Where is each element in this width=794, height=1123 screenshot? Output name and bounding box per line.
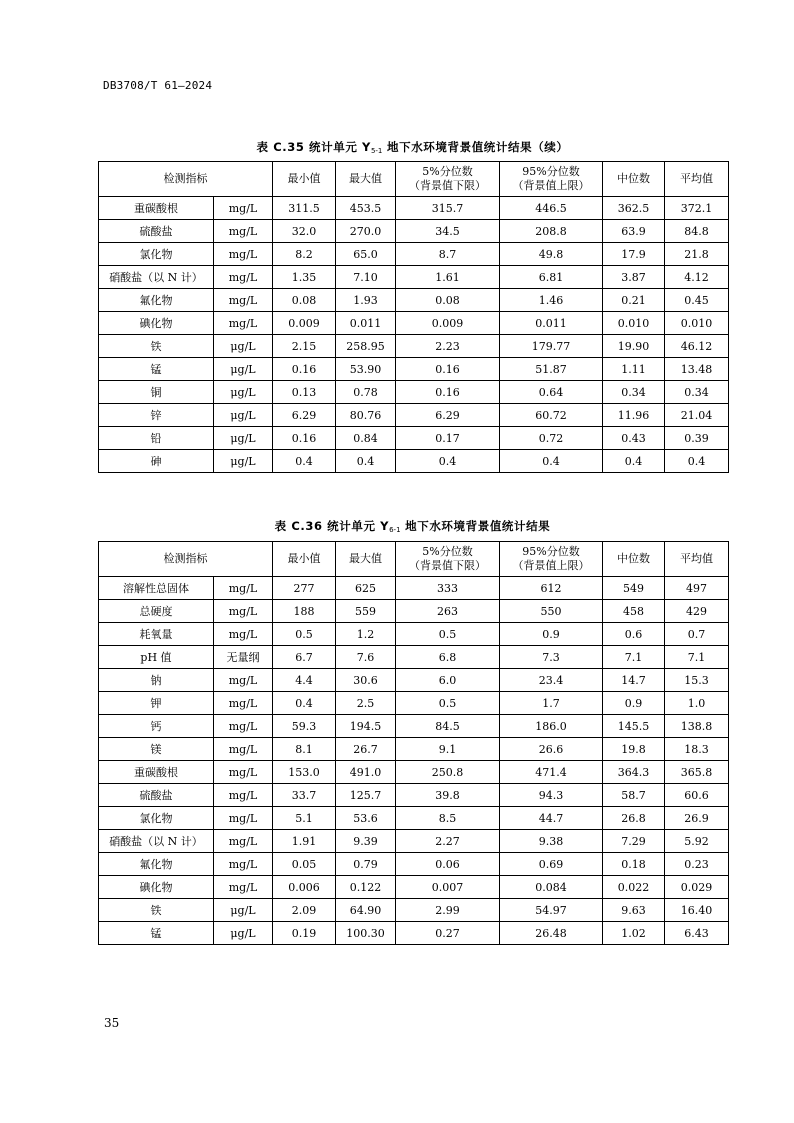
cell-mean: 18.3 [665, 738, 729, 761]
cell-p95: 208.8 [500, 220, 603, 243]
table-row [99, 577, 729, 600]
cell-mean: 5.92 [665, 830, 729, 853]
cell-min: 0.19 [273, 922, 336, 945]
cell-indicator: 锰 [99, 358, 214, 381]
cell-p95: 49.8 [500, 243, 603, 266]
cell-p5: 0.009 [396, 312, 500, 335]
cell-median: 7.1 [603, 646, 665, 669]
cell-p5: 8.7 [396, 243, 500, 266]
cell-max: 0.78 [336, 381, 396, 404]
cell-min: 0.4 [273, 450, 336, 473]
table-row [99, 266, 729, 289]
header-mean: 平均值 [665, 542, 729, 577]
cell-mean: 429 [665, 600, 729, 623]
cell-median: 11.96 [603, 404, 665, 427]
cell-max: 2.5 [336, 692, 396, 715]
cell-max: 0.84 [336, 427, 396, 450]
statistics-table-c35 [98, 161, 729, 473]
table-row [99, 669, 729, 692]
table-row [99, 220, 729, 243]
cell-indicator: 钾 [99, 692, 214, 715]
cell-p5: 333 [396, 577, 500, 600]
header-median: 中位数 [603, 542, 665, 577]
header-mean: 平均值 [665, 162, 729, 197]
cell-max: 53.6 [336, 807, 396, 830]
cell-mean: 0.029 [665, 876, 729, 899]
cell-min: 32.0 [273, 220, 336, 243]
cell-max: 1.2 [336, 623, 396, 646]
table-row [99, 646, 729, 669]
cell-min: 0.13 [273, 381, 336, 404]
table-row [99, 197, 729, 220]
cell-p5: 1.61 [396, 266, 500, 289]
cell-min: 0.5 [273, 623, 336, 646]
table-row [99, 853, 729, 876]
cell-indicator: 氯化物 [99, 243, 214, 266]
cell-min: 59.3 [273, 715, 336, 738]
cell-unit: mg/L [214, 807, 273, 830]
cell-p5: 84.5 [396, 715, 500, 738]
cell-max: 194.5 [336, 715, 396, 738]
cell-median: 19.90 [603, 335, 665, 358]
cell-max: 0.011 [336, 312, 396, 335]
cell-indicator: 氟化物 [99, 289, 214, 312]
cell-min: 2.15 [273, 335, 336, 358]
cell-indicator: 氟化物 [99, 853, 214, 876]
table-row [99, 289, 729, 312]
cell-p95: 1.46 [500, 289, 603, 312]
cell-max: 0.4 [336, 450, 396, 473]
cell-max: 258.95 [336, 335, 396, 358]
cell-indicator: 钙 [99, 715, 214, 738]
cell-indicator: 耗氧量 [99, 623, 214, 646]
cell-min: 6.29 [273, 404, 336, 427]
cell-mean: 0.34 [665, 381, 729, 404]
cell-p95: 0.4 [500, 450, 603, 473]
table-row [99, 830, 729, 853]
cell-indicator: 硝酸盐（以 N 计） [99, 266, 214, 289]
cell-p5: 39.8 [396, 784, 500, 807]
cell-median: 63.9 [603, 220, 665, 243]
table-caption: 表 C.36 统计单元 $Y_{6-1}$ 地下水环境背景值统计结果 [274, 519, 551, 534]
table-row [99, 381, 729, 404]
cell-min: 0.009 [273, 312, 336, 335]
table-row [99, 922, 729, 945]
cell-p95: 446.5 [500, 197, 603, 220]
cell-median: 1.02 [603, 922, 665, 945]
cell-p5: 0.06 [396, 853, 500, 876]
cell-unit: mg/L [214, 692, 273, 715]
cell-indicator: 总硬度 [99, 600, 214, 623]
cell-mean: 0.4 [665, 450, 729, 473]
cell-unit: mg/L [214, 289, 273, 312]
cell-median: 0.34 [603, 381, 665, 404]
cell-p5: 0.16 [396, 381, 500, 404]
cell-median: 364.3 [603, 761, 665, 784]
cell-unit: mg/L [214, 830, 273, 853]
cell-p95: 94.3 [500, 784, 603, 807]
cell-mean: 46.12 [665, 335, 729, 358]
cell-p5: 315.7 [396, 197, 500, 220]
header-min: 最小值 [273, 542, 336, 577]
cell-median: 7.29 [603, 830, 665, 853]
cell-indicator: 铅 [99, 427, 214, 450]
cell-max: 559 [336, 600, 396, 623]
cell-median: 458 [603, 600, 665, 623]
document-code: DB3708/T 61—2024 [103, 79, 213, 92]
cell-unit: μg/L [214, 335, 273, 358]
cell-median: 549 [603, 577, 665, 600]
cell-unit: μg/L [214, 899, 273, 922]
header-indicator: 检测指标 [99, 542, 273, 577]
cell-median: 0.022 [603, 876, 665, 899]
table-row [99, 358, 729, 381]
cell-p95: 179.77 [500, 335, 603, 358]
cell-mean: 26.9 [665, 807, 729, 830]
header-min: 最小值 [273, 162, 336, 197]
cell-min: 4.4 [273, 669, 336, 692]
cell-unit: μg/L [214, 404, 273, 427]
cell-indicator: pH 值 [99, 646, 214, 669]
cell-p5: 0.007 [396, 876, 500, 899]
cell-max: 270.0 [336, 220, 396, 243]
cell-max: 100.30 [336, 922, 396, 945]
cell-unit: mg/L [214, 853, 273, 876]
header-p95: 95%分位数 （背景值上限） [500, 542, 603, 577]
cell-mean: 13.48 [665, 358, 729, 381]
cell-mean: 60.6 [665, 784, 729, 807]
cell-mean: 0.010 [665, 312, 729, 335]
cell-min: 33.7 [273, 784, 336, 807]
cell-p95: 9.38 [500, 830, 603, 853]
cell-median: 1.11 [603, 358, 665, 381]
cell-median: 58.7 [603, 784, 665, 807]
cell-max: 80.76 [336, 404, 396, 427]
table-row [99, 876, 729, 899]
cell-mean: 84.8 [665, 220, 729, 243]
cell-mean: 0.7 [665, 623, 729, 646]
cell-median: 0.43 [603, 427, 665, 450]
cell-min: 0.05 [273, 853, 336, 876]
statistics-table-c36 [98, 541, 729, 945]
cell-min: 188 [273, 600, 336, 623]
cell-indicator: 铜 [99, 381, 214, 404]
cell-max: 491.0 [336, 761, 396, 784]
cell-median: 14.7 [603, 669, 665, 692]
cell-p95: 0.9 [500, 623, 603, 646]
cell-mean: 6.43 [665, 922, 729, 945]
cell-indicator: 铁 [99, 899, 214, 922]
cell-median: 0.18 [603, 853, 665, 876]
cell-p95: 0.64 [500, 381, 603, 404]
cell-p5: 34.5 [396, 220, 500, 243]
cell-unit: μg/L [214, 922, 273, 945]
cell-mean: 372.1 [665, 197, 729, 220]
cell-indicator: 镁 [99, 738, 214, 761]
cell-p5: 0.5 [396, 692, 500, 715]
cell-unit: mg/L [214, 312, 273, 335]
table-row [99, 335, 729, 358]
cell-p5: 0.5 [396, 623, 500, 646]
cell-max: 7.6 [336, 646, 396, 669]
cell-unit: mg/L [214, 738, 273, 761]
cell-p95: 550 [500, 600, 603, 623]
cell-mean: 21.04 [665, 404, 729, 427]
cell-max: 64.90 [336, 899, 396, 922]
table-row [99, 761, 729, 784]
cell-p5: 9.1 [396, 738, 500, 761]
cell-p5: 263 [396, 600, 500, 623]
table-row [99, 623, 729, 646]
cell-unit: mg/L [214, 243, 273, 266]
cell-median: 0.6 [603, 623, 665, 646]
cell-p5: 2.23 [396, 335, 500, 358]
cell-unit: mg/L [214, 669, 273, 692]
cell-indicator: 重碳酸根 [99, 761, 214, 784]
cell-unit: mg/L [214, 623, 273, 646]
cell-unit: mg/L [214, 715, 273, 738]
cell-unit: 无量纲 [214, 646, 273, 669]
cell-min: 2.09 [273, 899, 336, 922]
cell-p95: 0.084 [500, 876, 603, 899]
cell-p95: 60.72 [500, 404, 603, 427]
cell-p5: 0.27 [396, 922, 500, 945]
table-row [99, 715, 729, 738]
cell-max: 65.0 [336, 243, 396, 266]
cell-unit: μg/L [214, 427, 273, 450]
table-row [99, 243, 729, 266]
cell-unit: mg/L [214, 600, 273, 623]
header-p5: 5%分位数 （背景值下限） [396, 542, 500, 577]
cell-max: 9.39 [336, 830, 396, 853]
cell-min: 5.1 [273, 807, 336, 830]
cell-p5: 2.99 [396, 899, 500, 922]
cell-p95: 612 [500, 577, 603, 600]
cell-mean: 21.8 [665, 243, 729, 266]
table-row [99, 784, 729, 807]
cell-max: 625 [336, 577, 396, 600]
cell-unit: mg/L [214, 761, 273, 784]
cell-median: 0.4 [603, 450, 665, 473]
cell-mean: 0.39 [665, 427, 729, 450]
cell-indicator: 砷 [99, 450, 214, 473]
cell-max: 7.10 [336, 266, 396, 289]
cell-p5: 2.27 [396, 830, 500, 853]
table-row [99, 427, 729, 450]
cell-p95: 6.81 [500, 266, 603, 289]
cell-mean: 0.23 [665, 853, 729, 876]
cell-unit: mg/L [214, 197, 273, 220]
cell-mean: 16.40 [665, 899, 729, 922]
cell-min: 0.4 [273, 692, 336, 715]
cell-mean: 497 [665, 577, 729, 600]
cell-p95: 1.7 [500, 692, 603, 715]
cell-p5: 0.17 [396, 427, 500, 450]
cell-unit: mg/L [214, 577, 273, 600]
cell-min: 0.08 [273, 289, 336, 312]
header-max: 最大值 [336, 542, 396, 577]
cell-min: 1.35 [273, 266, 336, 289]
cell-p95: 44.7 [500, 807, 603, 830]
cell-min: 0.16 [273, 358, 336, 381]
cell-mean: 138.8 [665, 715, 729, 738]
cell-p5: 250.8 [396, 761, 500, 784]
cell-unit: mg/L [214, 876, 273, 899]
cell-median: 362.5 [603, 197, 665, 220]
cell-max: 0.79 [336, 853, 396, 876]
cell-unit: mg/L [214, 266, 273, 289]
cell-max: 0.122 [336, 876, 396, 899]
cell-min: 8.1 [273, 738, 336, 761]
cell-p5: 0.08 [396, 289, 500, 312]
cell-min: 1.91 [273, 830, 336, 853]
cell-median: 0.21 [603, 289, 665, 312]
cell-indicator: 硝酸盐（以 N 计） [99, 830, 214, 853]
table-caption: 表 C.35 统计单元 $Y_{5-1}$ 地下水环境背景值统计结果（续） [256, 140, 569, 155]
cell-p95: 186.0 [500, 715, 603, 738]
cell-median: 0.010 [603, 312, 665, 335]
cell-unit: μg/L [214, 358, 273, 381]
cell-min: 8.2 [273, 243, 336, 266]
cell-indicator: 氯化物 [99, 807, 214, 830]
cell-indicator: 重碳酸根 [99, 197, 214, 220]
cell-unit: μg/L [214, 381, 273, 404]
cell-p95: 0.69 [500, 853, 603, 876]
cell-indicator: 碘化物 [99, 876, 214, 899]
cell-p95: 23.4 [500, 669, 603, 692]
header-p5: 5%分位数 （背景值下限） [396, 162, 500, 197]
cell-median: 3.87 [603, 266, 665, 289]
cell-max: 125.7 [336, 784, 396, 807]
table-row [99, 450, 729, 473]
cell-indicator: 锰 [99, 922, 214, 945]
table-row [99, 899, 729, 922]
cell-median: 19.8 [603, 738, 665, 761]
cell-max: 1.93 [336, 289, 396, 312]
cell-indicator: 碘化物 [99, 312, 214, 335]
table-row [99, 600, 729, 623]
cell-unit: μg/L [214, 450, 273, 473]
cell-p95: 471.4 [500, 761, 603, 784]
cell-mean: 7.1 [665, 646, 729, 669]
cell-mean: 0.45 [665, 289, 729, 312]
cell-p5: 8.5 [396, 807, 500, 830]
cell-min: 277 [273, 577, 336, 600]
cell-min: 153.0 [273, 761, 336, 784]
cell-indicator: 硫酸盐 [99, 784, 214, 807]
cell-p95: 0.72 [500, 427, 603, 450]
cell-median: 9.63 [603, 899, 665, 922]
table-row [99, 692, 729, 715]
cell-mean: 4.12 [665, 266, 729, 289]
cell-max: 26.7 [336, 738, 396, 761]
cell-max: 30.6 [336, 669, 396, 692]
cell-p5: 0.16 [396, 358, 500, 381]
cell-median: 26.8 [603, 807, 665, 830]
cell-max: 453.5 [336, 197, 396, 220]
cell-min: 0.006 [273, 876, 336, 899]
cell-indicator: 溶解性总固体 [99, 577, 214, 600]
cell-min: 0.16 [273, 427, 336, 450]
header-p95: 95%分位数 （背景值上限） [500, 162, 603, 197]
cell-p95: 51.87 [500, 358, 603, 381]
cell-unit: mg/L [214, 784, 273, 807]
cell-unit: mg/L [214, 220, 273, 243]
cell-mean: 365.8 [665, 761, 729, 784]
cell-p95: 26.48 [500, 922, 603, 945]
cell-p95: 26.6 [500, 738, 603, 761]
header-indicator: 检测指标 [99, 162, 273, 197]
table-row [99, 404, 729, 427]
table-row [99, 807, 729, 830]
cell-p5: 6.0 [396, 669, 500, 692]
page-number: 35 [104, 1016, 120, 1030]
cell-mean: 1.0 [665, 692, 729, 715]
header-max: 最大值 [336, 162, 396, 197]
cell-median: 17.9 [603, 243, 665, 266]
cell-min: 6.7 [273, 646, 336, 669]
cell-min: 311.5 [273, 197, 336, 220]
cell-indicator: 铁 [99, 335, 214, 358]
cell-max: 53.90 [336, 358, 396, 381]
table-row [99, 738, 729, 761]
cell-p95: 0.011 [500, 312, 603, 335]
cell-p95: 7.3 [500, 646, 603, 669]
cell-p5: 0.4 [396, 450, 500, 473]
cell-indicator: 锌 [99, 404, 214, 427]
cell-median: 145.5 [603, 715, 665, 738]
cell-p95: 54.97 [500, 899, 603, 922]
cell-mean: 15.3 [665, 669, 729, 692]
table-row [99, 312, 729, 335]
cell-p5: 6.8 [396, 646, 500, 669]
cell-indicator: 钠 [99, 669, 214, 692]
cell-indicator: 硫酸盐 [99, 220, 214, 243]
cell-median: 0.9 [603, 692, 665, 715]
header-median: 中位数 [603, 162, 665, 197]
cell-p5: 6.29 [396, 404, 500, 427]
